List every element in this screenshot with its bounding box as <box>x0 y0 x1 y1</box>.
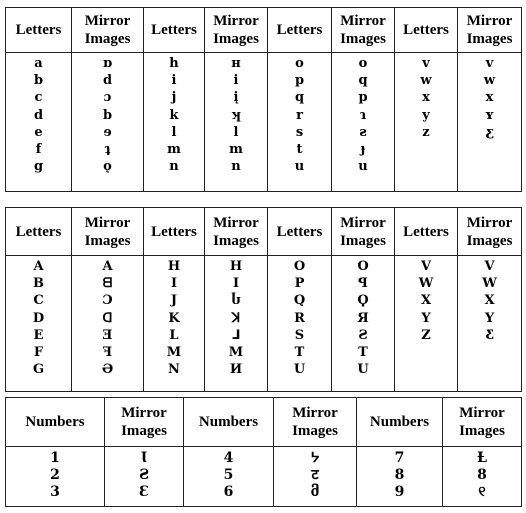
glyph: V <box>484 259 495 274</box>
glyph: A <box>102 259 113 274</box>
glyph: ʞ <box>231 107 241 123</box>
glyph: c <box>34 90 43 106</box>
glyph: f <box>35 142 42 158</box>
letters-header: Letters <box>395 208 458 256</box>
glyph: w <box>483 73 496 89</box>
glyph: Ǝ <box>102 327 113 343</box>
table-header-row <box>6 398 522 447</box>
mirror-images-header: Mirror Images <box>458 208 522 256</box>
glyph: F <box>33 345 44 361</box>
numbers-table <box>5 397 522 507</box>
glyph: z <box>422 124 430 140</box>
glyph: l <box>233 124 239 140</box>
numbers-header: Numbers <box>357 398 443 447</box>
glyph: 7 <box>394 450 405 466</box>
glyph: i <box>233 73 239 89</box>
glyph: N <box>168 362 180 378</box>
glyph: H <box>167 259 181 274</box>
mirror-cell <box>458 256 522 392</box>
glyph: ɒ <box>102 56 113 71</box>
mirror-images-header: Mirror Images <box>205 8 268 53</box>
glyph: 9 <box>394 484 405 500</box>
glyph: b <box>102 107 113 123</box>
glyph: y <box>422 107 430 123</box>
glyph: ƹ <box>485 124 494 140</box>
letters-header: Letters <box>6 208 72 256</box>
glyph: b <box>33 73 44 89</box>
numbers-header: Numbers <box>184 398 274 447</box>
mirror-cell <box>72 53 144 192</box>
glyph: q <box>358 73 368 89</box>
glyph: Ƹ <box>485 327 494 343</box>
glyph: 1 <box>50 450 60 466</box>
glyph: ᔭ <box>310 450 320 466</box>
mirror-cell <box>105 447 184 507</box>
mirror-cell <box>274 447 357 507</box>
glyph: D <box>32 310 45 326</box>
mirror-cell <box>332 53 395 192</box>
glyph: m <box>167 142 181 158</box>
letters-cell <box>6 256 72 392</box>
glyph: s <box>295 124 304 140</box>
letters-cell <box>268 53 332 192</box>
glyph: Ɛ <box>138 484 150 500</box>
glyph: r <box>296 107 303 123</box>
glyph: I <box>170 276 178 292</box>
table-body-row <box>6 447 522 507</box>
glyph: ʇ <box>104 142 111 158</box>
uppercase-letters-table <box>5 207 522 392</box>
table-header-row <box>6 208 522 256</box>
glyph: J <box>170 293 178 309</box>
glyph: W <box>418 276 434 292</box>
glyph: v <box>422 56 430 71</box>
glyph: o <box>295 56 304 71</box>
glyph: d <box>33 107 44 123</box>
mirror-images-header: Mirror Images <box>332 208 395 256</box>
numbers-cell <box>184 447 274 507</box>
glyph: X <box>484 293 495 309</box>
glyph: Ϙ <box>357 293 369 309</box>
glyph: t <box>296 142 303 158</box>
glyph: Z <box>421 327 431 343</box>
glyph: ⅃ <box>231 327 241 343</box>
mirror-cell <box>205 256 268 392</box>
glyph: ꟼ <box>358 276 368 292</box>
glyph: o <box>358 56 368 71</box>
glyph: ɿ <box>359 107 367 123</box>
glyph: į <box>233 90 239 106</box>
glyph: T <box>358 345 368 361</box>
glyph: Я <box>357 310 369 326</box>
glyph: U <box>293 362 306 378</box>
glyph: e <box>34 124 43 140</box>
glyph: ट <box>311 467 319 483</box>
mirror-cell <box>205 53 268 192</box>
numbers-header: Numbers <box>6 398 105 447</box>
mirror-images-header: Mirror Images <box>443 398 522 447</box>
glyph: Q <box>293 293 306 309</box>
letters-header: Letters <box>268 208 332 256</box>
glyph: ꟻ <box>102 345 113 361</box>
glyph: u <box>294 159 305 175</box>
letters-cell <box>144 53 205 192</box>
mirror-images-header: Mirror Images <box>274 398 357 447</box>
glyph: M <box>228 345 244 361</box>
mirror-images-header: Mirror Images <box>205 208 268 256</box>
glyph: Ƚ <box>477 450 487 466</box>
glyph: j <box>171 90 177 106</box>
mirror-images-header: Mirror Images <box>105 398 184 447</box>
glyph: q <box>294 90 305 106</box>
glyph: C <box>33 293 44 309</box>
glyph: n <box>169 159 179 175</box>
glyph: ǫ <box>103 159 112 175</box>
glyph: G <box>32 362 45 378</box>
table-body-row <box>6 53 522 192</box>
glyph: 4 <box>223 450 234 466</box>
letters-header: Letters <box>144 8 205 53</box>
mirror-images-header: Mirror Images <box>72 208 144 256</box>
glyph: Y <box>421 310 431 326</box>
glyph: Ɩ <box>140 450 148 466</box>
glyph: Y <box>484 310 495 326</box>
letters-cell <box>144 256 205 392</box>
glyph: S <box>294 327 305 343</box>
glyph: ꓘ <box>231 310 241 326</box>
numbers-cell <box>357 447 443 507</box>
glyph: L <box>169 327 179 343</box>
letters-cell <box>395 53 458 192</box>
glyph: Ɔ <box>102 293 113 309</box>
glyph: W <box>482 276 497 292</box>
glyph: M <box>166 345 182 361</box>
glyph: И <box>229 362 243 378</box>
glyph: H <box>229 259 243 274</box>
glyph: ᗡ <box>102 310 113 326</box>
glyph: i <box>171 73 177 89</box>
table-header-row <box>6 8 522 53</box>
glyph: R <box>294 310 305 326</box>
glyph: ʏ <box>484 107 495 123</box>
glyph: d <box>102 73 113 89</box>
mirror-cell <box>458 53 522 192</box>
letters-cell <box>395 256 458 392</box>
glyph: I <box>232 276 240 292</box>
glyph: T <box>294 345 305 361</box>
glyph: 8 <box>394 467 405 483</box>
table-body-row <box>6 256 522 392</box>
glyph: B <box>33 276 44 292</box>
glyph: Ƨ <box>138 467 150 483</box>
glyph: p <box>358 90 368 106</box>
mirror-cell <box>443 447 522 507</box>
glyph: g <box>33 159 44 175</box>
letters-header: Letters <box>395 8 458 53</box>
glyph: ƨ <box>359 124 367 140</box>
glyph: x <box>422 90 430 106</box>
glyph: x <box>485 90 494 106</box>
glyph: w <box>420 73 432 89</box>
glyph: 5 <box>223 467 234 483</box>
glyph: U <box>357 362 369 378</box>
mirror-images-header: Mirror Images <box>332 8 395 53</box>
letters-cell <box>268 256 332 392</box>
glyph: 8 <box>477 467 487 483</box>
letters-header: Letters <box>268 8 332 53</box>
glyph: X <box>420 293 432 309</box>
glyph: Ⴑ <box>230 293 242 309</box>
glyph: 2 <box>50 467 60 483</box>
mirror-cell <box>332 256 395 392</box>
glyph: m <box>229 142 243 158</box>
lowercase-letters-table <box>5 7 522 192</box>
glyph: O <box>357 259 369 274</box>
glyph: E <box>33 327 44 343</box>
glyph: V <box>420 259 432 274</box>
glyph: h <box>169 56 179 71</box>
glyph: Ƨ <box>358 327 368 343</box>
glyph: l <box>171 124 177 140</box>
glyph: n <box>231 159 241 175</box>
numbers-cell <box>6 447 105 507</box>
mirror-images-header: Mirror Images <box>458 8 522 53</box>
glyph: u <box>358 159 368 175</box>
mirror-images-header: Mirror Images <box>72 8 144 53</box>
mirror-cell <box>72 256 144 392</box>
glyph: ɔ <box>103 90 112 106</box>
glyph: 3 <box>50 484 60 500</box>
glyph: ୧ <box>478 484 486 500</box>
glyph: A <box>33 259 44 274</box>
glyph: v <box>485 56 494 71</box>
letters-header: Letters <box>144 208 205 256</box>
letters-header: Letters <box>6 8 72 53</box>
glyph: ɟ <box>360 142 366 158</box>
glyph: O <box>293 259 306 274</box>
glyph: ᗺ <box>102 276 113 292</box>
letters-cell <box>6 53 72 192</box>
glyph: P <box>294 276 305 292</box>
glyph: a <box>34 56 43 71</box>
glyph: p <box>294 73 305 89</box>
glyph: K <box>168 310 180 326</box>
glyph: Ә <box>101 362 114 378</box>
glyph: ʜ <box>231 56 241 71</box>
glyph: k <box>169 107 179 123</box>
glyph: 6 <box>223 484 234 500</box>
glyph: მ <box>310 484 320 500</box>
glyph: ɘ <box>103 124 112 140</box>
